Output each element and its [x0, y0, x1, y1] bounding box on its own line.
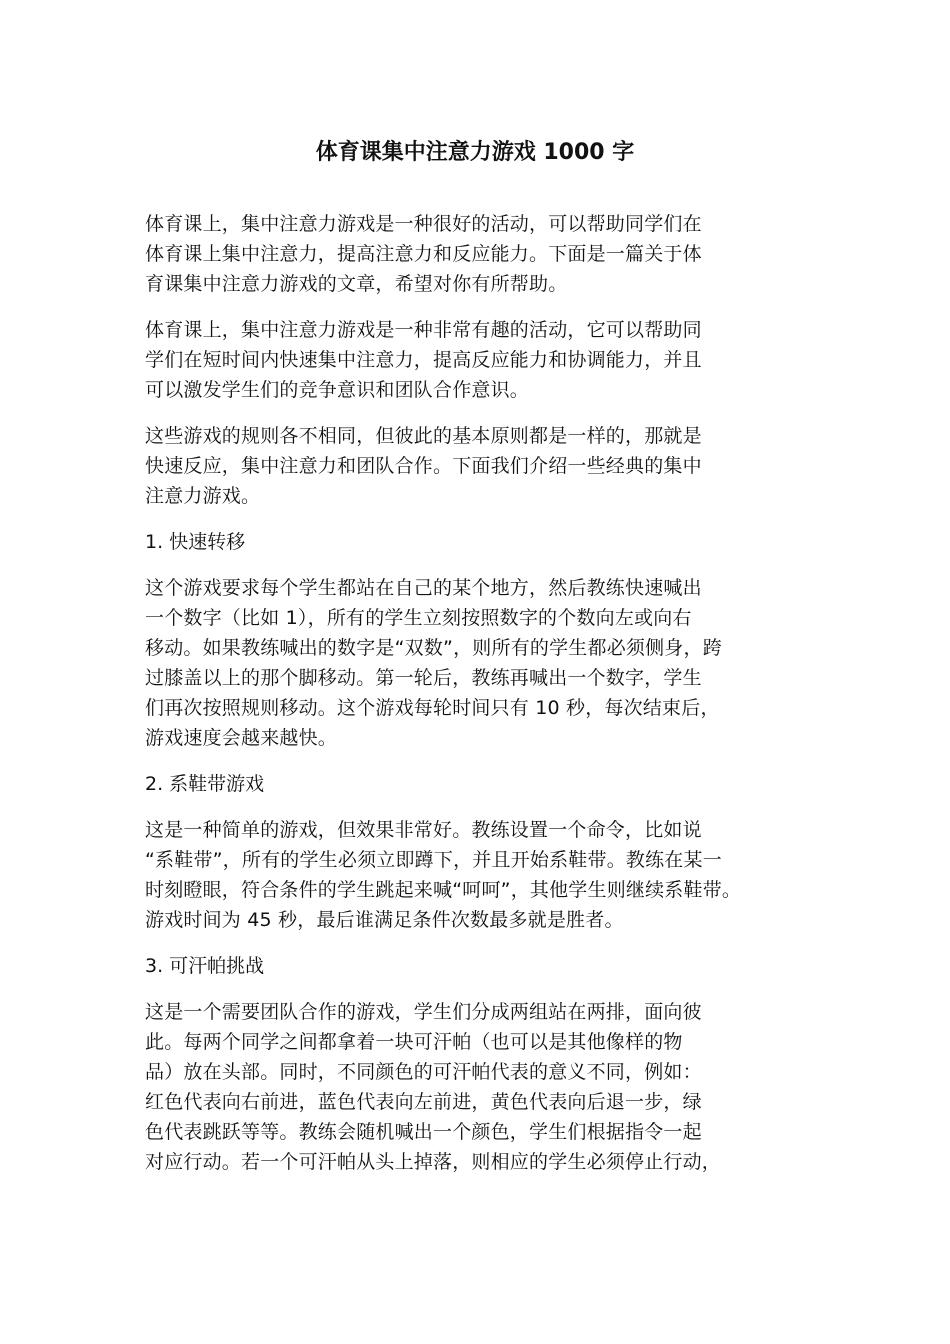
section-paragraph-quick-move [145, 573, 825, 753]
text-line: 时刻瞪眼，符合条件的学生跳起来喊“呵呵”，其他学生则继续系鞋带。 [145, 879, 742, 901]
text-line: 们再次按照规则移动。这个游戏每轮时间只有 10 秒，每次结束后， [145, 697, 720, 719]
section-paragraph-khan-challenge [145, 997, 825, 1177]
document-title: 体育课集中注意力游戏 1000 字 [315, 140, 635, 165]
text-line: 这是一种简单的游戏，但效果非常好。教练设置一个命令，比如说 [145, 819, 702, 841]
section-heading-shoelace: 2. 系鞋带游戏 [145, 773, 265, 795]
text-line: 品）放在头部。同时，不同颜色的可汗帕代表的意义不同，例如： [145, 1061, 702, 1083]
text-line: 学们在短时间内快速集中注意力，提高反应能力和协调能力，并且 [145, 349, 702, 371]
text-line: 红色代表向右前进，蓝色代表向左前进，黄色代表向后退一步，绿 [145, 1091, 702, 1113]
text-line: 游戏时间为 45 秒，最后谁满足条件次数最多就是胜者。 [145, 909, 624, 931]
text-line: 快速反应，集中注意力和团队合作。下面我们介绍一些经典的集中 [145, 455, 702, 477]
section-heading-quick-move: 1. 快速转移 [145, 531, 246, 553]
intro-paragraph-1 [145, 209, 825, 299]
text-line: “系鞋带”，所有的学生必须立即蹲下，并且开始系鞋带。教练在某一 [145, 849, 722, 871]
text-line: 一个数字（比如 1），所有的学生立刻按照数字的个数向左或向右 [145, 607, 692, 629]
text-line: 体育课上，集中注意力游戏是一种非常有趣的活动，它可以帮助同 [145, 319, 702, 341]
text-line: 可以激发学生们的竞争意识和团队合作意识。 [145, 379, 530, 401]
text-line: 这个游戏要求每个学生都站在自己的某个地方，然后教练快速喊出 [145, 577, 702, 599]
text-line: 过膝盖以上的那个脚移动。第一轮后，教练再喊出一个数字，学生 [145, 667, 702, 689]
text-line: 注意力游戏。 [145, 485, 261, 507]
text-line: 体育课上集中注意力，提高注意力和反应能力。下面是一篇关于体 [145, 243, 702, 265]
text-line: 对应行动。若一个可汗帕从头上掉落，则相应的学生必须停止行动， [145, 1151, 722, 1173]
text-line: 育课集中注意力游戏的文章，希望对你有所帮助。 [145, 273, 568, 295]
intro-paragraph-3 [145, 421, 825, 511]
text-line: 游戏速度会越来越快。 [145, 727, 338, 749]
intro-paragraph-2 [145, 315, 825, 405]
document-body [145, 209, 825, 1193]
text-line: 色代表跳跃等等。教练会随机喊出一个颜色，学生们根据指令一起 [145, 1121, 702, 1143]
text-line: 这是一个需要团队合作的游戏，学生们分成两组站在两排，面向彼 [145, 1001, 702, 1023]
section-heading-khan-challenge: 3. 可汗帕挑战 [145, 955, 265, 977]
text-line: 移动。如果教练喊出的数字是“双数”，则所有的学生都必须侧身，跨 [145, 637, 722, 659]
section-paragraph-shoelace [145, 815, 825, 935]
text-line: 这些游戏的规则各不相同，但彼此的基本原则都是一样的，那就是 [145, 425, 702, 447]
text-line: 此。每两个同学之间都拿着一块可汗帕（也可以是其他像样的物 [145, 1031, 683, 1053]
text-line: 体育课上，集中注意力游戏是一种很好的活动，可以帮助同学们在 [145, 213, 702, 235]
